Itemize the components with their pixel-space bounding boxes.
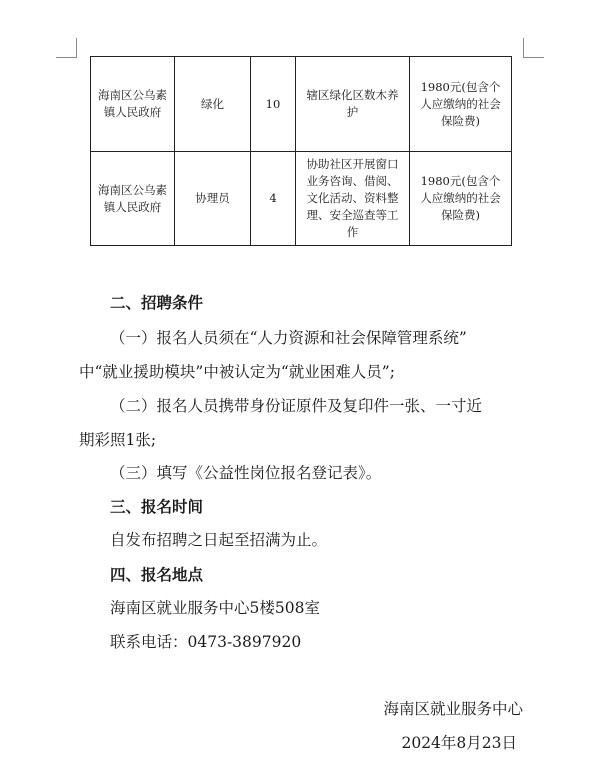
section-heading-location: 四、报名地点 (110, 566, 204, 584)
table-row (91, 152, 512, 246)
signature-date: 2024年8月23日 (401, 734, 517, 752)
section-heading-requirements: 二、招聘条件 (110, 294, 204, 312)
contact-phone: 联系电话：0473-3897920 (110, 633, 302, 651)
crop-mark-left-vertical (76, 38, 77, 58)
unit-cell: 海南区公乌素镇人民政府 (91, 57, 175, 152)
crop-mark-right-vertical (523, 38, 524, 58)
position-cell: 协理员 (175, 152, 251, 246)
signature-organization: 海南区就业服务中心 (383, 700, 523, 718)
crop-mark-left-horizontal (56, 57, 76, 58)
job-table (90, 56, 512, 246)
requirement-2-line-2: 期彩照1张; (79, 431, 157, 449)
salary-cell: 1980元(包含个人应缴纳的社会保险费) (410, 57, 512, 152)
section-heading-time: 三、报名时间 (110, 498, 204, 516)
requirement-3: （三）填写《公益性岗位报名登记表》。 (110, 464, 382, 482)
unit-cell: 海南区公乌素镇人民政府 (91, 152, 175, 246)
duties-cell: 辖区绿化区数木养护 (296, 57, 410, 152)
registration-address: 海南区就业服务中心5楼508室 (110, 599, 320, 617)
salary-cell: 1980元(包含个人应缴纳的社会保险费) (410, 152, 512, 246)
requirement-1-line-2: 中“就业援助模块”中被认定为“就业困难人员”; (79, 363, 395, 381)
count-cell: 10 (251, 57, 296, 152)
requirement-2-line-1: （二）报名人员携带身份证原件及复印件一张、一寸近 (110, 397, 483, 415)
position-cell: 绿化 (175, 57, 251, 152)
registration-time-text: 自发布招聘之日起至招满为止。 (110, 531, 328, 549)
crop-mark-right-horizontal (524, 57, 544, 58)
table-row (91, 57, 512, 152)
requirement-1-line-1: （一）报名人员须在“人力资源和社会保障管理系统” (110, 329, 467, 347)
duties-cell: 协助社区开展窗口业务咨询、借阅、文化活动、资料整理、安全巡查等工作 (296, 152, 410, 246)
count-cell: 4 (251, 152, 296, 246)
